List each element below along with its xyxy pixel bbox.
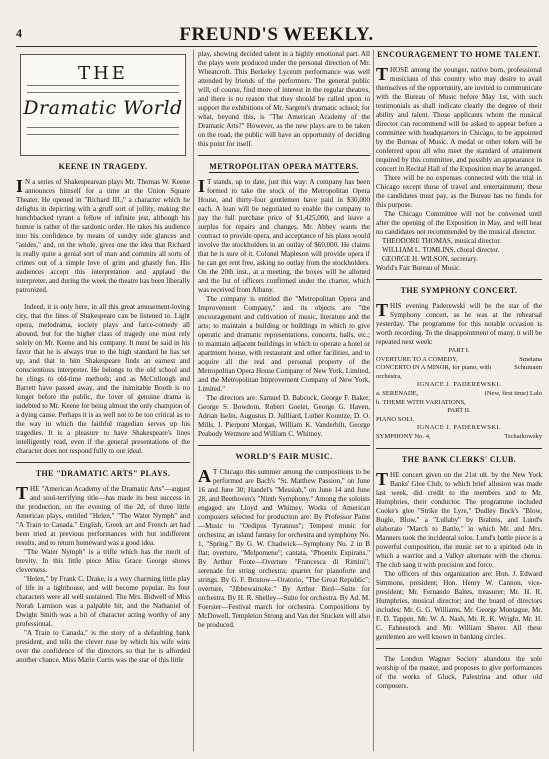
article-paragraph: HOSE among the younger, native born, professional musicians of this country who may desire to avail themselves of the opportunity, are invited to communicate with the Bureau of Music before May 1st, with such testimonials as shall indicate clearly the degree of their ability and talent. Those applicants whom the musical director can recommend will be asked to appear before a committee with headquarters in Chicago, to be appointed by the Bureau of Music. A medal or other token will be conferred upon all who meet the standard of attainment required by this committee, and possibly an appearance in concert in Recital Hall of the Exposition may be arranged. bbox=[376, 66, 542, 173]
page-header bbox=[16, 24, 537, 46]
programme-part: PART II. bbox=[447, 407, 471, 415]
programme-part: PART I. bbox=[448, 347, 470, 354]
article-paragraph: The Chicago Committee will not be convened until after the opening of the Exposition in May, and will hear no candidates not recommended by the musical director. bbox=[376, 210, 542, 236]
article-paragraph: HE concert given on the 21st ult. by the New York Banks' Glee Club, to which brief allusion was made last week, did credit to the members and to Mr. Humphries, their conductor. The programme included Cooke's glee "Strike the Lyre," Dudley Buck's "Blow, Bugle, Blow," a "Lullaby" by Brahms, and Lund's elaborate "March to Battle," in which Mr. and Mrs. Manners took the incidental solos. Lund's battle piece is a powerful composition, the music set to a spirited ode in which a warrior and a Valkyr alternate with the chorus. The club sang it with precision and force. bbox=[376, 470, 542, 569]
programme-line bbox=[376, 399, 542, 408]
column-2 bbox=[198, 50, 370, 755]
programme-composer: Schumann bbox=[514, 364, 542, 372]
article-heading-text: METROPOLITAN OPERA MATTERS. bbox=[209, 162, 359, 171]
article-heading: THE BANK CLERKS' CLUB. bbox=[401, 454, 517, 464]
page-number: 4 bbox=[16, 26, 22, 40]
column-divider bbox=[373, 50, 374, 751]
masthead-line2: Dramatic World bbox=[23, 97, 183, 119]
article-heading bbox=[198, 162, 370, 172]
programme-performer: IGNACE J. PADEREWSKI. bbox=[416, 381, 502, 389]
section-rule bbox=[376, 279, 542, 280]
programme-composer: (New, first time) Lalo bbox=[484, 389, 542, 397]
article-paragraph: "The Water Nymph" is a trifle which has the merit of brevity. In this little piece Miss Grace George shows cleverness. bbox=[16, 548, 190, 574]
programme-line bbox=[376, 416, 542, 425]
programme-performer: IGNACE J. PADEREWSKI. bbox=[416, 424, 502, 432]
masthead-ornament bbox=[27, 127, 179, 135]
article-paragraph: The London Wagner Society abandons the sole worship of the master, and proposes to give performances of the works of Gluck, Palestrina and other old composers. bbox=[376, 654, 542, 690]
section-rule bbox=[198, 155, 370, 156]
article-paragraph: There will be no expenses connected with the trial in Chicago except those of travel and entertainment; these the candidates must pay, as the Bureau has no funds for this purpose. bbox=[376, 174, 542, 209]
programme-work: OVERTURE TO A COMEDY, bbox=[376, 355, 458, 363]
masthead-ornament bbox=[27, 85, 179, 93]
section-rule bbox=[376, 648, 542, 649]
masthead-line1: THE bbox=[78, 63, 128, 84]
article-paragraph: "Helen," by Frank C. Drake, is a very charming little play of life in a lighthouse, and will become popular. Its four characters were all well sustained. The Mrs. Bidwell of Miss Norah Lamison was a palpable hit, and the Nathaniel of Dwight Smith was a bit of character acting worthy of any professional. bbox=[16, 575, 190, 628]
drop-cap: I bbox=[16, 176, 24, 196]
signature-line: GEORGE H. WILSON, secretary. bbox=[382, 255, 478, 263]
article-paragraph: HIS evening Paderewski will be the star of the Symphony concert, as he was at the rehearsal yesterday. The programme for this notable occasion is worth recording. To the disappointment of many, it will be repeated next week: bbox=[376, 302, 542, 346]
drop-cap: T bbox=[376, 64, 389, 84]
drop-cap: A bbox=[198, 466, 211, 486]
programme-work: b. THEME WITH VARIATIONS, bbox=[376, 398, 466, 406]
column-3 bbox=[376, 50, 542, 755]
section-rule bbox=[198, 445, 370, 446]
article-paragraph: "A Train to Canada," is the story of a defaulting bank president, and tells the clever ruse by which his wife wins over the confidence of the directors so that he is afforded another chance. Miss Marie Curtis was the star of this little bbox=[16, 629, 190, 664]
programme-line bbox=[376, 356, 542, 365]
article-paragraph: T Chicago this summer among the compositions to be performed are Bach's "St. Matthew Passion," on June 16 and June 30; Handel's "Messiah," on June 14 and June 28, and Beethoven's "Ninth Symphony." Among the soloists engaged are Lloyd and Whitney. Works of American composers selected for production are: By Professor Paine—Music to "Oedipus Tyrannus"; Tempest music for orchestra; an island fantasy for orchestra and symphony No. 1, "Spring." By G. W. Chadwick—Symphony No. 2 in B flat; overture, "Melpomene"; cantata, "Phoenix Expirans." By Arthur Foote—Overture "Francesca di Rimini"; serenade for string orchestra; quartet for pianoforte and strings. By G. F. Bristow—Oratorio, "The Great Republic"; overture, "Jibbewainoke." By Arthur Bird—Suite for orchestra. By H. R. Shelley—Suite for orchestra. By Ad. M. Foerster—Festival march for orchestra. Compositions by McDowell, Templeton Strong and Van der Stucken will also be produced. bbox=[198, 468, 370, 629]
signature-line: World's Fair Bureau of Music. bbox=[376, 264, 461, 272]
signature-line: WILLIAM L. TOMLINS, choral director. bbox=[382, 246, 500, 254]
article-paragraph: T stands, up to date, just this way: A company has been formed to take the stock of the Metropolitan Opera House, and thirty-four gentlemen have paid in $30,000 each. A loan will be negotiated to enable the company to pay the full purchase price of $1,425,000, and leave a surplus for repairs and changes. Mr. Abbey wants the contract to provide opera, and acceptance of his plans would involve the stockholders in an outlay of $60,000. He claims that he is sure of it. Colonel Mapleson will provide opera if he can get rent free, asking no outlay from the stockholders. On the 20th inst., at a meeting, the boxes will be allotted and the list of officers confirmed under the charter, which was received from Albany. bbox=[198, 178, 370, 294]
programme-line bbox=[376, 390, 542, 399]
drop-cap: T bbox=[376, 468, 389, 489]
column-1 bbox=[16, 50, 190, 755]
dramatic-world-masthead bbox=[20, 54, 186, 156]
article-paragraph: The company is entitled the "Metropolitan Opera and Improvement Company," and its objects are "the encouragement and cultivation of music, literature and the arts; to maintain a building or buildings in which to give operatic and dramatic representations, concerts, balls, etc.; to maintain adjacent buildings in which to operate a hotel or apartment house, with restaurant and other facilities, and to acquire all the real and personal property of the Metropolitan Opera House Company of New York, Limited, and the Metropolitan Improvement Company of New York, Limited." bbox=[198, 295, 370, 393]
drop-cap: T bbox=[16, 483, 29, 503]
programme-work: a. SERENADE, bbox=[376, 389, 419, 397]
programme-line bbox=[376, 433, 542, 442]
programme-line bbox=[376, 364, 542, 381]
article-paragraph: HE "American Academy of the Dramatic Arts"—august and soul-terrifying title—has made its best success in the production, on the evening of the 2d, of three little American plays, entitled "Helen," "The Water Nymph" and "A Train to Canada." English, Greek art and French art had been tried at previous performances with but indifferent results, and to return homeward was a good idea. bbox=[16, 485, 190, 547]
programme-work: PIANO SOLI. bbox=[376, 415, 415, 423]
article-heading: KEENE IN TRAGEDY. bbox=[58, 162, 148, 171]
section-rule bbox=[376, 448, 542, 449]
programme-composer: Tschaikowsky bbox=[504, 432, 542, 440]
article-paragraph: The officers of this organization are: Hon. J. Edward Simmons, president; Hon. Henry W. Cannon, vice-president; Mr. Fernando Baltes, treasurer; Mr. H. R. Humphries, musical director; and the board of directors includes: Mr. G. G. Williams, Mr. George Montague, Mr. F. D. Tappen, Mr. W. A. Nash, Mr. R. K. Wright, Mr. H. C. Fahnestock and Mr. William Sherer. All these gentlemen are well known in banking circles. bbox=[376, 569, 542, 641]
column-divider bbox=[193, 50, 194, 751]
article-heading: WORLD'S FAIR MUSIC. bbox=[235, 452, 333, 461]
drop-cap: I bbox=[198, 176, 206, 196]
section-rule bbox=[16, 462, 190, 463]
programme-work: CONCERTO IN A MINOR, for piano, with orchestra, bbox=[376, 364, 492, 380]
article-paragraph: The directors are: Samuel D. Babcock, George F. Baker, George S. Bowdoin, Robert Goelet, George G. Haven, Adrian Iselin, Augustus D. Juilliard, Luther Kountze, D. O. Mills, J. Pierpont Morgan, William K. Vanderbilt, George Peabody Wetmore and William C. Whitney. bbox=[198, 394, 370, 438]
publication-title: FREUND'S WEEKLY. bbox=[179, 24, 374, 45]
article-paragraph: play, showing decided talent in a highly emotional part. All the plays were produced under the personal direction of Mr. Wheatcroft. This Berkeley Lyceum performance was well attended by friends of the performers. The general public will, of course, find more of interest in the regular theatres, and there is no reason that they should be called upon to support the exhibitions of Mr. Sargent's dramatic school; for what, beyond this, is "The American Academy of the Dramatic Arts?" However, as the new plays are to be taken on the road, the public will have an opportunity of deciding this point for itself. bbox=[198, 50, 370, 148]
article-paragraph: N a series of Shakespearean plays Mr. Thomas W. Keene announces himself for a time at the Union Square Theater. He opened in "Richard III.," a character which he delights in depicting with a gruff sort of jollity, making the hunchbacked tyrant a fellow of infinite jest, although his humor is rather of the sardonic order. He takes his audience into his confidence by means of sundry side glances and "asides," and, on the whole, gives one the idea that Richard is really quite a genial sort of man and commits all sorts of crimes out of a simple love of grim and ghastly fun. His audiences accept this interpretation and applaud the interpreter, and during the week the theatre has been liberally patronized. bbox=[16, 178, 190, 294]
header-rule bbox=[16, 46, 537, 47]
programme-work: SYMPHONY No. 4, bbox=[376, 432, 431, 440]
drop-cap: T bbox=[376, 300, 389, 320]
article-heading: THE "DRAMATIC ARTS" PLAYS. bbox=[35, 469, 171, 478]
article-heading: THE SYMPHONY CONCERT. bbox=[400, 286, 518, 295]
signature-line: THEODORE THOMAS, musical director. bbox=[382, 237, 502, 245]
programme-composer: Smetana bbox=[519, 355, 542, 363]
concert-programme bbox=[376, 347, 542, 442]
article-paragraph: Indeed, it is only here, in all this great amusement-loving city, that the lines of Shakespeare can be listened to. Light opera, melodrama, society plays and farce-comedy all abound, but for the higher class of tragedy one must rely solely on Mr. Keene and his company. It must be said in his favor that he is always true to the high standard he has set up, and that in him Shakespeare finds an earnest and conscientious interpreter. He belongs to the old school and he clings to old-time methods; and as McCullough and Barrett have passed away, and the inimitable Booth is no longer before the public, the lover of genuine drama is indebted to Mr. Keene for being almost the only champion of a dying cause. Perhaps it is as well not to be too critical as to the way in which the faithful tragedian serves up his tragedies. It is a pleasure to have Shakespeare's lines intelligently read, even if the general presentations of the character does not respond fully to our ideal. bbox=[16, 303, 190, 455]
article-heading: ENCOURAGEMENT TO HOME TALENT. bbox=[377, 50, 541, 59]
